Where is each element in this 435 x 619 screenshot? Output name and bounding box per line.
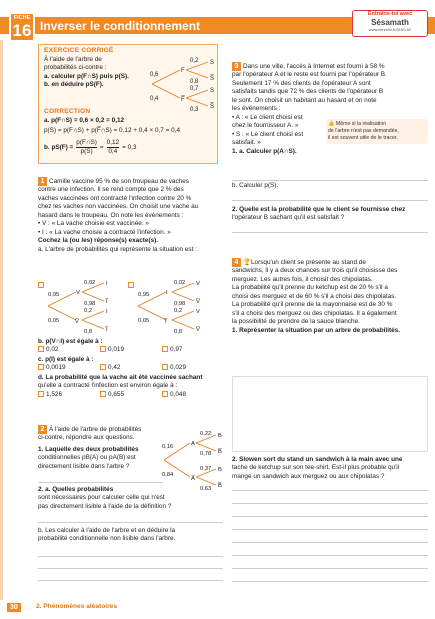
fraction-1-num: p(F∩S) — [76, 139, 97, 148]
ex3-q2 — [232, 206, 428, 223]
ex1-line: • I : « La vache choisie a contracté l'infection. » — [38, 228, 171, 236]
corrected-heading: EXERCICE CORRIGÉ — [44, 47, 114, 54]
ex2-q1: conditionnelles pB(A) ou pA(B) est — [38, 454, 136, 462]
corrected-intro — [44, 56, 149, 90]
equals: = — [99, 143, 104, 151]
option-label: 0,0019 — [46, 364, 66, 372]
ex3-q2-line: l'opérateur B sachant qu'il est satisfait ? — [232, 214, 345, 222]
correction-a: a. p(F∩S) = 0,6 × 0,2 = 0,12 — [44, 117, 125, 124]
ex4-line: Lorsqu'un client se présente au stand de — [250, 259, 366, 266]
ex2-q2a-line: sont nécessaires pour calculer celle qui n'est — [38, 494, 165, 502]
ex2-line: À l'aide de l'arbre de probabilités — [49, 426, 142, 433]
checkbox[interactable] — [162, 364, 168, 370]
fraction-1 — [76, 139, 97, 157]
ex1-line: • V : « La vache choisie est vaccinée. » — [38, 220, 149, 228]
option-label: 0,029 — [170, 364, 186, 372]
tip-line: il est souvent utile de le tracer. — [328, 134, 398, 141]
option-label: 1,526 — [46, 390, 62, 398]
fraction-2-num: 0,12 — [107, 139, 119, 148]
page-number: 30 — [7, 603, 21, 612]
tree-w: 0,8 — [174, 329, 183, 334]
ex3-q1a: 1. a. Calculer p(A∩S). — [232, 147, 297, 155]
answer-line[interactable] — [232, 529, 428, 530]
tree-w: 0,16 — [162, 444, 174, 450]
tree-w: 0,63 — [200, 486, 212, 492]
page-title: Inverser le conditionnement — [40, 19, 201, 33]
tree-w: 0,3 — [190, 107, 199, 112]
exercise-1 — [38, 177, 220, 254]
tree-leaf: B̅ — [218, 449, 222, 455]
answer-line[interactable] — [38, 556, 223, 557]
tree-leaf: S̅ — [210, 104, 215, 110]
option[interactable] — [162, 346, 182, 354]
tree-leaf: I̅ — [106, 327, 108, 333]
option-label: 0,02 — [46, 346, 59, 354]
exercise-2-number: 2 — [38, 425, 47, 434]
answer-line[interactable] — [232, 180, 428, 181]
ex3-line: par l'opérateur A et le reste est fourni par l'opérateur B. — [232, 71, 387, 79]
tree-w: 0,05 — [48, 318, 60, 324]
checkbox[interactable] — [38, 364, 44, 370]
ex3-line: les événements : — [232, 105, 281, 113]
ex1-b-options — [38, 346, 220, 354]
ex2-q2a-line: pas directement lisible à l'aide de la définition ? — [38, 502, 172, 510]
option[interactable] — [100, 346, 162, 354]
tree-p-Fbar: 0,4 — [150, 96, 159, 102]
tree-p-F: 0,6 — [150, 72, 159, 78]
tree-leaf: V — [196, 309, 200, 315]
ex3-line: Seulement 17 % des clients de l'opérateur A sont — [232, 79, 371, 87]
checkbox[interactable] — [100, 346, 106, 352]
answer-line[interactable] — [232, 555, 428, 556]
intro-line: probabilités ci-contre : — [44, 64, 107, 72]
tree-leaf: I — [106, 309, 108, 315]
tree-leaf: S̅ — [210, 76, 215, 82]
ex1-line: contre une infection. Il se rend compte que 2 % des — [38, 186, 184, 194]
ex4-line: La probabilité qu'il prenne du ketchup est de 20 % s'il a — [232, 284, 388, 292]
tree-leaf: V̅ — [196, 327, 200, 333]
tree-node: I — [166, 290, 168, 296]
ex3-event-s: satisfait. » — [232, 139, 261, 147]
checkbox[interactable] — [162, 391, 168, 397]
ex4-line: s'il a choisi des merguez ou des chipolatas. Il a également — [232, 309, 397, 317]
ex4-q1: 1. Représenter la situation par un arbre de probabilités. — [232, 326, 400, 334]
ex1-question-b: b. p(V∩I) est égale à : — [38, 338, 103, 345]
correction-label: CORRECTION — [44, 108, 91, 115]
tip-line: de l'arbre n'est pas demandée, — [328, 127, 399, 134]
tree-leaf: I — [106, 281, 108, 287]
ex2-line: ci-contre, répondre aux questions. — [38, 434, 135, 442]
tree-leaf: B — [218, 433, 222, 439]
checkbox[interactable] — [162, 346, 168, 352]
ex4-line: sandwichs, il y a deux chances sur trois qu'il choisisse des — [232, 267, 398, 275]
ex4-line: La probabilité qu'il prenne de la mayonnaise est de 30 % — [232, 301, 393, 309]
tree-w: 0,2 — [190, 58, 199, 64]
ex2-q2b — [38, 527, 223, 544]
tree-node: I̅ — [165, 319, 167, 325]
tree-leaf: V̅ — [196, 299, 200, 305]
tree-leaf: S — [210, 88, 215, 94]
tree-w: 0,84 — [162, 472, 174, 478]
answer-line[interactable] — [232, 490, 428, 491]
exercise-4-number: 4 — [232, 258, 241, 267]
answer-line[interactable] — [232, 503, 428, 504]
tree-leaf: B — [218, 467, 222, 473]
chapter-label: 2. Phénomènes aléatoires — [36, 603, 117, 610]
tree-w: 0,02 — [84, 280, 96, 286]
ex3-line: Dans une ville, l'accès à Internet est fourni à 58 % — [243, 63, 385, 70]
correction-b — [44, 139, 136, 157]
tree-node: A — [191, 441, 195, 447]
option[interactable] — [38, 346, 100, 354]
tree-leaf: I̅ — [106, 299, 108, 305]
tree-leaf: V — [196, 281, 200, 287]
tree-w: 0,95 — [48, 292, 60, 298]
ex1-line: Camille vaccine 95 % de son troupeau de vaches — [49, 178, 189, 185]
ex2-q2a-line: 2. a. Quelles probabilités — [38, 486, 114, 493]
tree-w: 0,2 — [84, 308, 93, 314]
answer-line[interactable] — [232, 568, 428, 569]
ex1-question-c: c. p(I) est égale à : — [38, 355, 94, 363]
option[interactable] — [38, 391, 100, 399]
tree-w: 0,95 — [138, 292, 150, 298]
tree-w: 0,37 — [200, 466, 212, 472]
intro-line: À l'aide de l'arbre de — [44, 56, 102, 63]
tree-leaf: S — [210, 60, 215, 66]
ex1-line: vaches vaccinées ont contracté l'infection contre 20 % — [38, 194, 192, 202]
ex3-q2-line: 2. Quelle est la probabilité que le client se fournisse chez — [232, 206, 406, 213]
footer — [0, 600, 435, 619]
tree-w: 0,8 — [190, 79, 199, 85]
sesamath-brand: Sésamath — [371, 18, 409, 28]
left-margin-bar — [0, 40, 3, 600]
answer-line[interactable] — [232, 232, 428, 233]
ex1-tree-option-1-checkbox[interactable] — [38, 282, 44, 288]
answer-line[interactable] — [38, 482, 163, 483]
sesamath-badge[interactable] — [352, 10, 428, 37]
option-label: 0,019 — [108, 346, 124, 354]
sesamath-line1: Entraîne-toi avec — [367, 11, 413, 17]
ex1-tree-option-1 — [46, 278, 116, 334]
result: = 0,3 — [122, 143, 137, 151]
ex3-qb: b. Calculer p(S). — [232, 182, 279, 189]
correction-body — [44, 117, 214, 136]
ex1-d-options — [38, 391, 220, 399]
ex1-line: hasard dans le troupeau. On note les événements : — [38, 211, 184, 219]
ex1-tree-option-2-checkbox[interactable] — [128, 282, 134, 288]
question-b: b. en déduire pS(F). — [44, 81, 104, 89]
tree-node-Fbar: F̅ — [181, 97, 185, 103]
answer-line[interactable] — [232, 581, 428, 582]
option[interactable] — [162, 391, 186, 399]
ex3-line: satisfaits tandis que 72 % des clients de l'opérateur B — [232, 88, 384, 96]
answer-line[interactable] — [232, 516, 428, 517]
ex4-line: merguez. Les autres fois, il choisit des chipolatas. — [232, 275, 373, 283]
tree-leaf: B̅ — [218, 483, 222, 489]
trophy-icon: 🏆 — [243, 259, 251, 266]
answer-line[interactable] — [38, 522, 223, 523]
option[interactable] — [38, 364, 100, 372]
ex4-q2 — [232, 456, 428, 481]
exercise-1-number: 1 — [38, 177, 47, 186]
option-label: 0,97 — [170, 346, 183, 354]
tree-w: 0,98 — [174, 301, 186, 307]
answer-line[interactable] — [232, 200, 428, 201]
ex4-q2-line: tache de ketchup sur son tee-shirt. Est-il plus probable qu'il — [232, 464, 400, 472]
ex4-q2-line: mange un sandwich aux merguez ou aux chipolatas ? — [232, 472, 385, 480]
tip-line: Même si la réalisation — [335, 121, 387, 127]
exercise-2 — [38, 425, 163, 471]
answer-line[interactable] — [232, 542, 428, 543]
ex4-line: la possibilité de prendre de la sauce blanche. — [232, 318, 360, 326]
ex2-q2b-line: b. Les calculer à l'aide de l'arbre et en déduire la — [38, 527, 176, 534]
ex2-q2b-line: probabilité conditionnelle non lisible dans l'arbre. — [38, 535, 176, 543]
ex3-line: le sont. On choisit un habitant au hasard et on note — [232, 96, 377, 104]
fiche-label: FICHE — [13, 15, 31, 21]
answer-line[interactable] — [38, 568, 223, 569]
tree-w: 0,2 — [174, 308, 183, 314]
tree-node: V — [76, 290, 80, 296]
ex1-tree-option-2 — [136, 278, 208, 334]
option[interactable] — [162, 364, 186, 372]
exercise-3-number: 3 — [232, 62, 241, 71]
tree-node-F: F — [181, 68, 185, 74]
option-label: 0,048 — [170, 390, 186, 398]
ex1-question-d: qu'elle a contracté l'infection est environ égale à : — [38, 382, 178, 390]
ex1-line: chez les vaches non vaccinées. On choisit une vache au — [38, 203, 199, 211]
ex2-tree — [160, 428, 226, 492]
option[interactable] — [100, 391, 162, 399]
ex4-line: choisi des merguez et de 60 % s'il a choisi des chipolatas. — [232, 292, 397, 300]
ex2-q1: directement lisible dans l'arbre ? — [38, 462, 130, 470]
fiche-number: 16 — [12, 21, 32, 41]
checkbox[interactable] — [100, 391, 106, 397]
ex3-event-a: • A : « Le client choisi est — [232, 113, 303, 121]
tree-w: 0,22 — [200, 431, 212, 437]
correction-ps: p(S) = p(F∩S) + p(F̅∩S) = 0,12 + 0,4 × 0,7 = 0,4 — [44, 127, 181, 135]
tree-w: 0,98 — [84, 301, 96, 307]
sesamath-url[interactable]: www.lienmini.fr/3190-82 — [368, 27, 412, 33]
ex2-q1: 1. Laquelle des deux probabilités — [38, 445, 139, 453]
ex3-event-s: • S : « Le client choisi est — [232, 130, 304, 138]
tree-node: V̅ — [75, 319, 79, 325]
option-label: 0,655 — [108, 390, 124, 398]
option[interactable] — [100, 364, 162, 372]
fraction-1-den: p(S) — [80, 148, 93, 156]
ex4-q2-line: 2. Slowen sort du stand un sandwich à la main avec une — [232, 456, 403, 463]
tip-note — [326, 119, 428, 144]
checkbox[interactable] — [100, 364, 106, 370]
tip-icon: 👍 — [328, 121, 335, 127]
ex4-tree-answer-area[interactable] — [232, 376, 428, 452]
correction-b-label: b. pS(F) = — [44, 143, 74, 151]
fraction-2-den: 0,4 — [108, 148, 118, 156]
tree-w: 0,78 — [200, 451, 212, 457]
ex1-mcq — [38, 338, 220, 399]
checkbox[interactable] — [38, 346, 44, 352]
ex1-question-a: a. L'arbre de probabilités qui représente la situation est : — [38, 245, 197, 253]
ex1-instruction: Cochez la (ou les) réponse(s) exacte(s). — [38, 237, 159, 245]
tree-w: 0,7 — [190, 86, 199, 92]
fraction-2 — [107, 139, 119, 157]
ex1-question-d: d. La probabilité que la vache ait été vaccinée sachant — [38, 373, 203, 381]
ex1-c-options — [38, 364, 220, 372]
tree-node: A̅ — [191, 476, 195, 482]
question-a: a. calculer p(F∩S) puis p(S). — [44, 72, 129, 80]
fiche-badge — [9, 12, 35, 42]
tree-w: 0,05 — [138, 318, 150, 324]
exercise-4 — [232, 258, 428, 335]
answer-line[interactable] — [38, 580, 223, 581]
corrected-tree — [148, 56, 218, 112]
ex3-event-a: chez le fournisseur A. » — [232, 122, 299, 130]
option-label: 0,42 — [108, 364, 121, 372]
checkbox[interactable] — [38, 391, 44, 397]
tree-w: 0,02 — [174, 280, 186, 286]
tree-w: 0,8 — [84, 329, 93, 334]
